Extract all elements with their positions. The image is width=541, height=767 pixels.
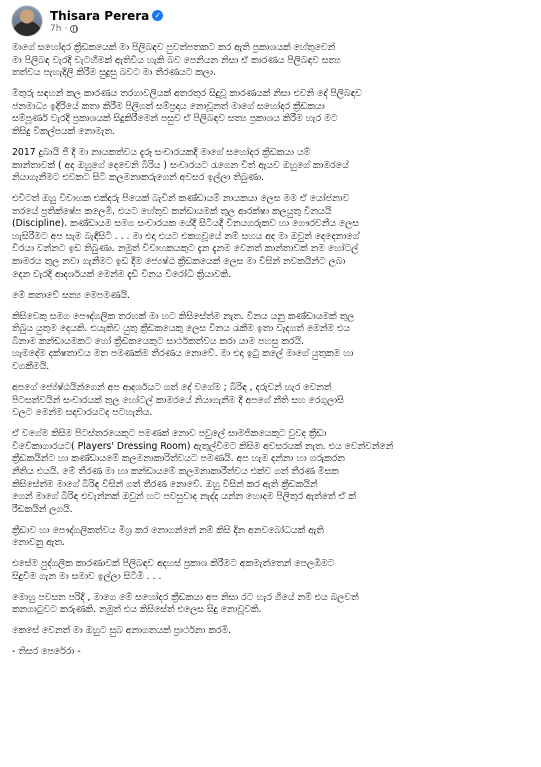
- post-paragraph: එසේම පුද්ගලික කාරණාවක් පිලිබඳව අදහස් ප්‍රකාශ කිරීමට අකමැත්තෙන් පෙලඹීමට සිදුවීම ගැන මා සමාව ඉල්ලා සිටිමි . . .: [12, 558, 335, 582]
- post-paragraph: කෙසේ වෙනත් මා ඔහුට සුබ අනාගතයක් ප්‍රාර්ථනා කරමි.: [12, 625, 232, 637]
- post-meta: [50, 9, 163, 34]
- post-time-row: 7h ·: [50, 24, 163, 34]
- public-globe-icon: [70, 25, 78, 33]
- post-paragraph: ක්‍රීඩාව හා පෞද්ගලිකත්වය මිශ්‍ර කර නොගන්නේ නම් කිසි දින අනවබෝධයක් ඇති නොවනු ඇත.: [12, 524, 324, 549]
- author-name[interactable]: Thisara Perera: [50, 8, 150, 23]
- author-row: [50, 9, 163, 23]
- post-paragraph: එවිටත් ඔහු විවාහක එක්දරු පියෙක් බැවින් කණ්ඩායම් නායකයා ලෙස මම ඒ යෝජනාව තරයේ ප්‍රතික්ෂේප කලෙමි. එයට හේතුව කන්ඩායමක් තුල ආරක්ෂා කලයුතු විනයයි (Discipline). කණ්ඩායම සමග සංචාරයක යේදී සිටියදී විනයගරුකව හා ගෞරවනීය ලෙස හැසිරීමට අප සැම බැඳීසිටී . . . මා එදා එයට එකගවූයේ නම් සහය අද මා ඔවුන් දෙදෙනාගේ විරයා වන්නට ඉඩ තිබුණා. නමුත් විවාහකයකුට දැන දැනම වෙනත් කාන්තාවක් නම හෝටල් කාමරය තුල නවා ගැනීමට ඉඩ දීම ජ්‍යෙෂ්ඨ ක්‍රීඩකයෙක් ලෙස මා විසින් නවකයින්ට ලබා දෙන වැරදි ආදර්ශයක් මෙන්ම දැඩි විනය විරෝධී ක්‍රියාවකි.: [12, 193, 360, 280]
- post-signature: - තිසර පෙරේරා -: [12, 646, 81, 658]
- post-paragraph: 2017 දුබායි ජී දී මා නායකත්වය දැරූ සංචාරයකදී මාගේ සහෝදර ක්‍රීඩකයා යම් කාන්තාවක් ( අද ඔහුගේ දෙවෙනි බිරිය ) සංචාරයට රැගෙන විත් ඇයව ඔහුගේ කාමරයේ නියාගැනීමට එවකට සිටි කලමනාකරුගෙන් අවසර ඉල්ලා තිබුණා.: [12, 146, 349, 184]
- post-header: [12, 4, 163, 38]
- post-paragraph: මිතුරු සඳහන් කල කාරණය තරගාවලියක් අතරතුර සිදුවූ කාරණයක් නිසා එවනි දේ පිලිබඳව ජනමාධ්‍ය ඉදිරියේ කතා කිරීම පිලිගත් සම්ප්‍රදාය නොවූනත් මාගේ සහෝදර ක්‍රීඩකයා සම්පූර්ණ වැරදි ප්‍රකාශයක් සිදුකිරීමෙන් පසුව ඒ පිලිබඳව සත්‍ය ප්‍රකාශය කිරීම හැර මට කිසිදු විකල්පයක් නොමැත.: [12, 88, 362, 137]
- author-avatar[interactable]: [12, 6, 42, 36]
- post-timestamp[interactable]: 7h: [50, 23, 62, 34]
- verified-badge-icon: ✓: [152, 10, 163, 21]
- post-paragraph: මොහු පවසන පරිදි , මාගෙ මේ සහෝදර ක්‍රීඩකයා අප නිසා රට හැර ගියේ නම් එය බලවත් කනගාටුවට කරුණකි. නමුත් එය කිසිසේත් එලෙස සිදු නොවූවකි.: [12, 591, 359, 616]
- post-paragraph: අපගේ ජ්‍යේෂ්ඨයින්ගෙන් අප ආදර්ශයට ගත් දේ වගේම ; බිරිඳ , දරුවන් හැර වෙනත් පිටසත්වයින් සංචාරයක් තුල හෝටල් කාමරයේ නියාගැනීම දී අපගේ නීති සහ රෙගුලාසි වලට මෙන්ම සදාචාරයටද පටහැනිය.: [12, 382, 344, 419]
- post-paragraph: ඒ වගේම කිසිම පිටස්තරයෙකුට පමණක් නොව පවුලේ සාමජිකයෙකුට වුවද ක්‍රීඩා විවේකාගාරයට( Players' Dressing Room) ඇතුල්වීමට කිසිම අවසරයක් නැත. එය වෙන්වන්නේ ක්‍රීඩකයින්ට හා කණ්ඩායමේ කලමනාකාරිත්වයට පමණයි. අප හැම දන්නා හා ගරුකරන නීතිය එයයි. මේ තීරණ මා හා කන්ඩායමේ කලමනාකාරීත්වය එක්ව ගත් තීරණ මිසක කිසිසේත්ම මාගේ බිරිඳ විසින් ගත් තීරණ නොවේ. ඔහු විසින් කර ඇති ක්‍රීඩකයින් ගෙන් මාගේ බිරිඳ එවැන්නක් ඔවුන් හට පවසුවාද නැද්ද යන්න හොදම පිලිතුර ඇත්තේ ඒ ක් රීඩකයින් ලගයි.: [12, 428, 394, 515]
- post-paragraph: මාගේ සහෝදර ක්‍රීඩකයෙක් මා පිලිබඳව පුවත්පතකට කර ඇති ප්‍රකාශයක් හේතුවෙන් මා පිලිබඳ වැරදි වැටහීමක් ඇතිවිය හැකි බව පෙනියන නිසා ඒ කාරණය පිලිබඳව සත්‍ය තත්වය පැහැදිලි කිරීම සුදුසු බවට මා තීරණයට කලා.: [12, 42, 341, 79]
- post-paragraph: මේ කතාවේ සත්‍ය මෙපමණයි.: [12, 289, 130, 301]
- post-paragraph: කිසිවෙකු සමග පෞද්ගලික තරහක් මා හට කිසිසේත්ම නැත. විනය යනු කණ්ඩායමක් තුල තිබුය යුතුම දෙයකි. එයැකිව යුතු ක්‍රීඩකයෙකු ලෙස විනය රැකීම ඉතා වැදගත් මෙන්ම එය බිනාම කන්ඩායමකට හෝ ක්‍රීඩකයෙකුට සාර්ථකත්වය කරා යාම පහසු කරයි. හැමදේම දක්ෂතාවය මත පමණක්ම තීරණය නොවේ. මා එදා ඉටු කලේ මාගේ යුතුකම හා වගකීමයි.: [12, 310, 355, 373]
- post-body: [12, 42, 527, 667]
